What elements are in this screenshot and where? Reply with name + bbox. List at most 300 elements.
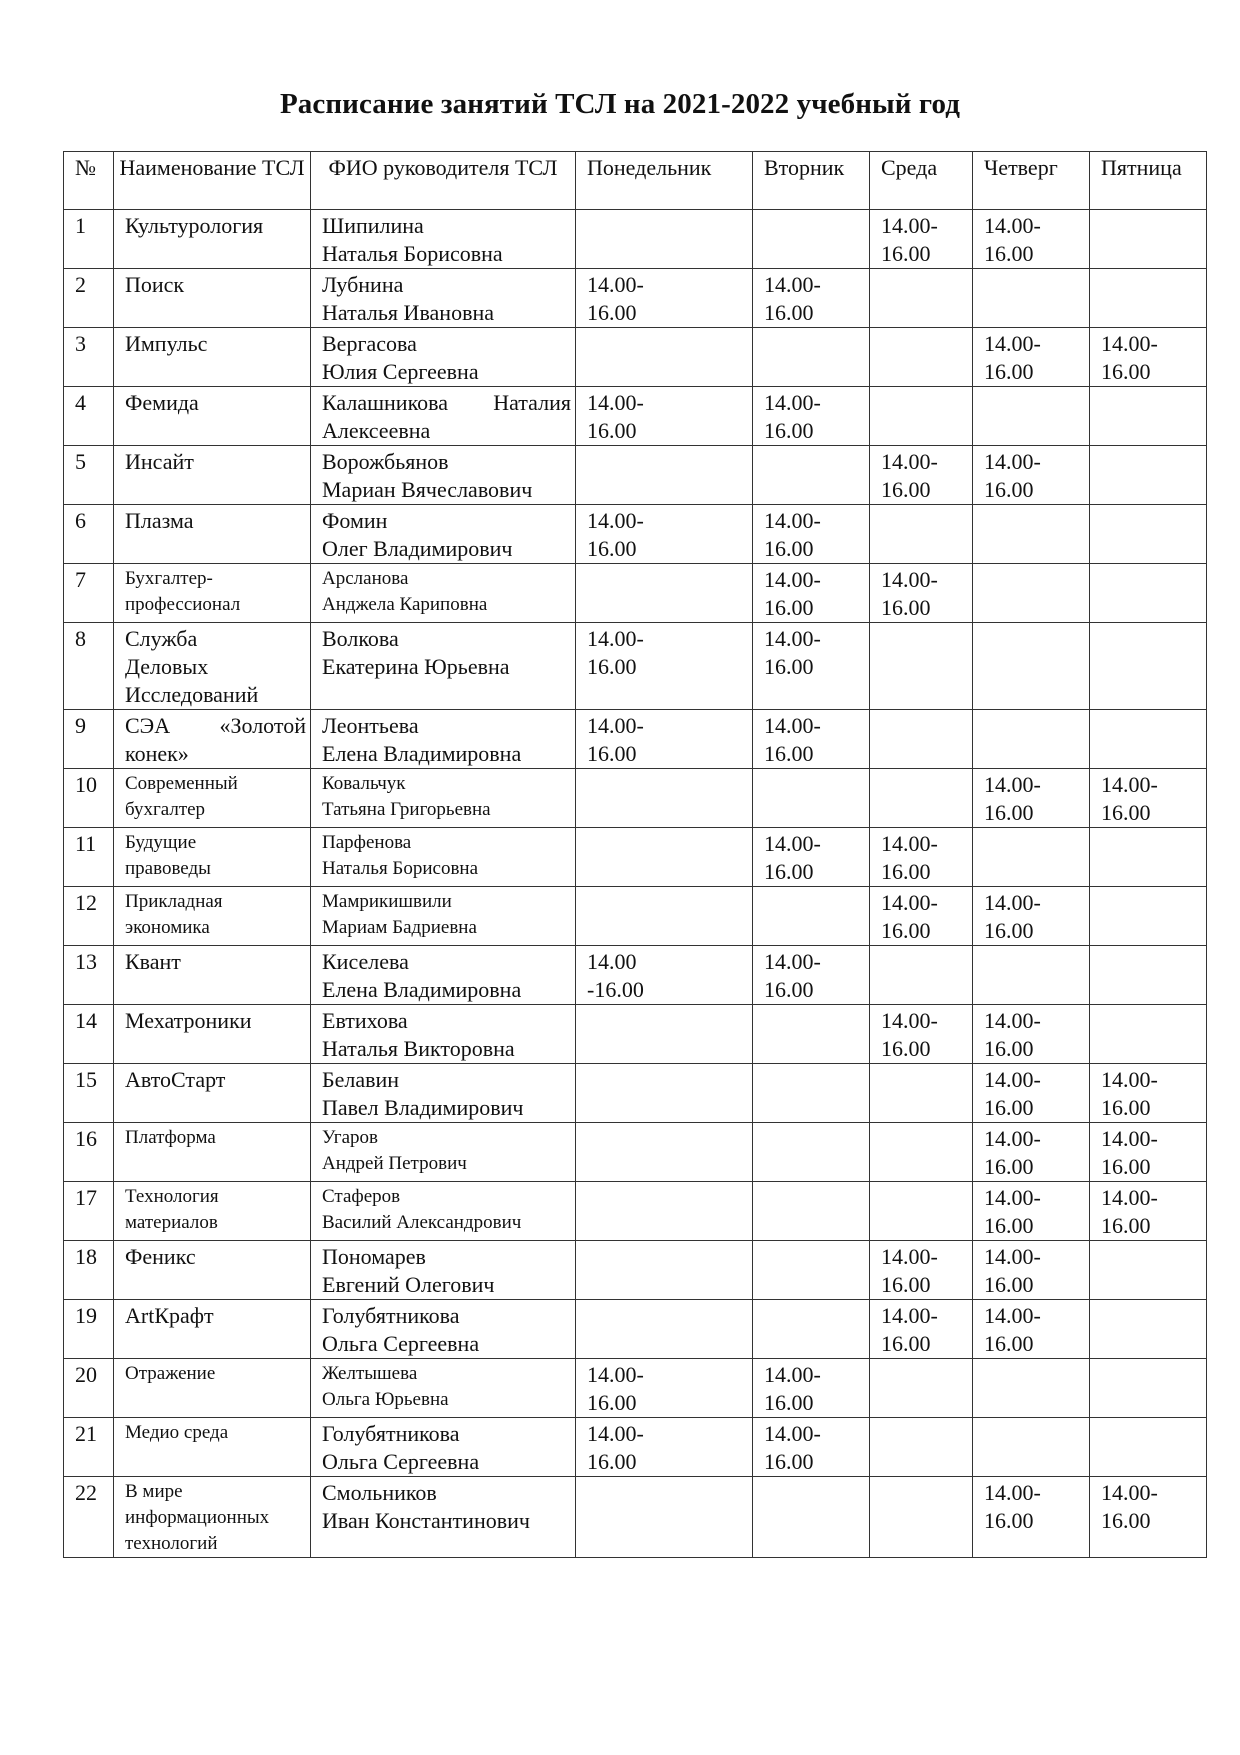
leader-name-cell xyxy=(311,564,576,623)
table-body xyxy=(64,210,1207,1558)
word: СЭА xyxy=(125,713,171,738)
time-cell-thu xyxy=(973,946,1090,1005)
leader-name-cell xyxy=(311,710,576,769)
leader-name-cell-line xyxy=(322,389,571,417)
row-number: 12 xyxy=(64,887,114,946)
group-name-cell-line: Мехатроники xyxy=(125,1008,252,1033)
table-row xyxy=(64,769,1207,828)
time-cell-tue-line: 14.00- xyxy=(764,272,821,297)
time-cell-thu-line: 14.00- xyxy=(984,1067,1041,1092)
time-cell-tue xyxy=(753,710,870,769)
time-cell-wed-line: 14.00- xyxy=(881,890,938,915)
time-cell-wed xyxy=(870,1241,973,1300)
table-row xyxy=(64,1182,1207,1241)
time-cell-tue-line: 16.00 xyxy=(764,536,814,561)
time-cell-thu xyxy=(973,623,1090,710)
time-cell-thu xyxy=(973,210,1090,269)
leader-name-cell-line: Ольга Сергеевна xyxy=(322,1331,480,1356)
time-cell-mon xyxy=(576,505,753,564)
leader-name-cell xyxy=(311,1123,576,1182)
leader-name-cell-line: Мариам Бадриевна xyxy=(322,917,477,938)
row-number: 17 xyxy=(64,1182,114,1241)
time-cell-thu-line: 16.00 xyxy=(984,359,1034,384)
group-name-cell xyxy=(114,1477,311,1558)
time-cell-tue-line: 14.00- xyxy=(764,626,821,651)
time-cell-mon-line: 14.00- xyxy=(587,713,644,738)
group-name-cell xyxy=(114,1241,311,1300)
header-wednesday: Среда xyxy=(870,152,973,210)
group-name-cell xyxy=(114,328,311,387)
group-name-cell xyxy=(114,1182,311,1241)
leader-name-cell-line: Олег Владимирович xyxy=(322,536,513,561)
time-cell-wed xyxy=(870,1005,973,1064)
leader-name-cell-line: Фомин xyxy=(322,508,388,533)
time-cell-mon xyxy=(576,623,753,710)
time-cell-tue-line: 14.00- xyxy=(764,1362,821,1387)
group-name-cell xyxy=(114,1300,311,1359)
time-cell-tue xyxy=(753,1005,870,1064)
group-name-cell xyxy=(114,887,311,946)
header-number: № xyxy=(64,152,114,210)
time-cell-tue xyxy=(753,446,870,505)
leader-name-cell-line: Смольников xyxy=(322,1480,437,1505)
leader-name-cell-line: Юлия Сергеевна xyxy=(322,359,479,384)
time-cell-thu xyxy=(973,1005,1090,1064)
leader-name-cell-line: Арсланова xyxy=(322,568,409,589)
time-cell-wed xyxy=(870,1477,973,1558)
time-cell-tue xyxy=(753,1359,870,1418)
time-cell-wed xyxy=(870,887,973,946)
time-cell-mon-line: 16.00 xyxy=(587,418,637,443)
time-cell-thu-line: 14.00- xyxy=(984,1303,1041,1328)
table-row xyxy=(64,1300,1207,1359)
row-number: 1 xyxy=(64,210,114,269)
leader-name-cell-line: Иван Константинович xyxy=(322,1508,530,1533)
time-cell-thu xyxy=(973,1477,1090,1558)
time-cell-wed-line: 16.00 xyxy=(881,477,931,502)
time-cell-thu-line: 14.00- xyxy=(984,1244,1041,1269)
table-header-row xyxy=(64,152,1207,210)
time-cell-fri-line: 16.00 xyxy=(1101,359,1151,384)
leader-name-cell-line: Белавин xyxy=(322,1067,400,1092)
group-name-cell-line: экономика xyxy=(125,917,210,938)
leader-name-cell-line: Пономарев xyxy=(322,1244,426,1269)
time-cell-mon-line: -16.00 xyxy=(587,977,644,1002)
leader-name-cell-line: Татьяна Григорьевна xyxy=(322,799,491,820)
time-cell-thu-line: 16.00 xyxy=(984,1272,1034,1297)
time-cell-mon xyxy=(576,446,753,505)
leader-name-cell-line: Павел Владимирович xyxy=(322,1095,524,1120)
word: Наталия xyxy=(493,390,571,415)
leader-name-cell xyxy=(311,328,576,387)
group-name-cell-line: Современный xyxy=(125,773,238,794)
header-friday: Пятница xyxy=(1090,152,1207,210)
time-cell-tue-line: 16.00 xyxy=(764,300,814,325)
time-cell-fri-line: 14.00- xyxy=(1101,772,1158,797)
time-cell-fri-line: 16.00 xyxy=(1101,1095,1151,1120)
time-cell-thu-line: 14.00- xyxy=(984,213,1041,238)
time-cell-fri-line: 14.00- xyxy=(1101,1185,1158,1210)
time-cell-tue-line: 16.00 xyxy=(764,741,814,766)
time-cell-thu-line: 14.00- xyxy=(984,772,1041,797)
row-number: 13 xyxy=(64,946,114,1005)
time-cell-tue xyxy=(753,1241,870,1300)
group-name-cell xyxy=(114,505,311,564)
group-name-cell-line: Исследований xyxy=(125,682,259,707)
group-name-cell-line: конек» xyxy=(125,741,189,766)
time-cell-mon xyxy=(576,887,753,946)
time-cell-thu-line: 14.00- xyxy=(984,1126,1041,1151)
time-cell-thu-line: 16.00 xyxy=(984,1213,1034,1238)
schedule-table xyxy=(63,151,1207,1558)
time-cell-mon-line: 16.00 xyxy=(587,1390,637,1415)
group-name-cell-line: профессионал xyxy=(125,594,241,615)
time-cell-thu-line: 16.00 xyxy=(984,1095,1034,1120)
group-name-cell xyxy=(114,1359,311,1418)
time-cell-wed xyxy=(870,505,973,564)
time-cell-fri xyxy=(1090,1123,1207,1182)
group-name-cell xyxy=(114,564,311,623)
time-cell-fri xyxy=(1090,1005,1207,1064)
time-cell-mon xyxy=(576,210,753,269)
time-cell-mon xyxy=(576,1300,753,1359)
time-cell-wed xyxy=(870,1123,973,1182)
time-cell-wed xyxy=(870,710,973,769)
time-cell-tue-line: 14.00- xyxy=(764,831,821,856)
header-monday: Понедельник xyxy=(576,152,753,210)
time-cell-tue xyxy=(753,887,870,946)
time-cell-fri xyxy=(1090,564,1207,623)
time-cell-fri-line: 16.00 xyxy=(1101,1508,1151,1533)
group-name-cell-line xyxy=(125,712,306,740)
time-cell-wed xyxy=(870,446,973,505)
group-name-cell xyxy=(114,1005,311,1064)
table-row xyxy=(64,564,1207,623)
time-cell-tue xyxy=(753,623,870,710)
time-cell-thu xyxy=(973,1064,1090,1123)
table-row xyxy=(64,1064,1207,1123)
group-name-cell xyxy=(114,1123,311,1182)
group-name-cell xyxy=(114,210,311,269)
time-cell-mon-line: 16.00 xyxy=(587,1449,637,1474)
row-number: 3 xyxy=(64,328,114,387)
leader-name-cell-line: Мамрикишвили xyxy=(322,891,452,912)
time-cell-thu-line: 16.00 xyxy=(984,1508,1034,1533)
group-name-cell-line: Поиск xyxy=(125,272,185,297)
leader-name-cell xyxy=(311,1359,576,1418)
leader-name-cell xyxy=(311,946,576,1005)
time-cell-fri xyxy=(1090,387,1207,446)
time-cell-tue xyxy=(753,769,870,828)
time-cell-wed xyxy=(870,946,973,1005)
time-cell-thu xyxy=(973,387,1090,446)
leader-name-cell-line: Василий Александрович xyxy=(322,1212,522,1233)
leader-name-cell-line: Вергасова xyxy=(322,331,417,356)
time-cell-wed-line: 16.00 xyxy=(881,1272,931,1297)
time-cell-thu-line: 16.00 xyxy=(984,477,1034,502)
group-name-cell-line: Медио среда xyxy=(125,1422,229,1443)
row-number: 9 xyxy=(64,710,114,769)
group-name-cell-line: бухгалтер xyxy=(125,799,206,820)
leader-name-cell-line: Елена Владимировна xyxy=(322,741,522,766)
time-cell-wed-line: 16.00 xyxy=(881,1331,931,1356)
leader-name-cell-line: Екатерина Юрьевна xyxy=(322,654,510,679)
leader-name-cell-line: Голубятникова xyxy=(322,1303,460,1328)
time-cell-thu-line: 16.00 xyxy=(984,241,1034,266)
leader-name-cell-line: Наталья Викторовна xyxy=(322,1036,515,1061)
row-number: 16 xyxy=(64,1123,114,1182)
group-name-cell-line: Инсайт xyxy=(125,449,194,474)
row-number: 5 xyxy=(64,446,114,505)
time-cell-tue xyxy=(753,1064,870,1123)
time-cell-tue-line: 14.00- xyxy=(764,1421,821,1446)
table-row xyxy=(64,710,1207,769)
time-cell-wed xyxy=(870,623,973,710)
time-cell-tue-line: 16.00 xyxy=(764,654,814,679)
group-name-cell-line: Культурология xyxy=(125,213,264,238)
table-row xyxy=(64,623,1207,710)
header-tuesday: Вторник xyxy=(753,152,870,210)
leader-name-cell xyxy=(311,1064,576,1123)
time-cell-wed xyxy=(870,1418,973,1477)
table-row xyxy=(64,887,1207,946)
time-cell-wed xyxy=(870,1182,973,1241)
row-number: 6 xyxy=(64,505,114,564)
row-number: 22 xyxy=(64,1477,114,1558)
leader-name-cell-line: Наталья Борисовна xyxy=(322,858,479,879)
page-title: Расписание занятий ТСЛ на 2021-2022 учебный год xyxy=(279,88,961,120)
time-cell-tue-line: 14.00- xyxy=(764,713,821,738)
leader-name-cell-line: Алексеевна xyxy=(322,418,431,443)
table-row xyxy=(64,328,1207,387)
time-cell-tue-line: 16.00 xyxy=(764,977,814,1002)
table-row xyxy=(64,1418,1207,1477)
time-cell-fri-line: 16.00 xyxy=(1101,800,1151,825)
group-name-cell-line: Бухгалтер- xyxy=(125,568,213,589)
time-cell-mon xyxy=(576,269,753,328)
time-cell-thu xyxy=(973,1418,1090,1477)
group-name-cell xyxy=(114,1064,311,1123)
time-cell-thu xyxy=(973,446,1090,505)
time-cell-mon-line: 14.00 xyxy=(587,949,637,974)
time-cell-mon-line: 14.00- xyxy=(587,272,644,297)
leader-name-cell xyxy=(311,505,576,564)
time-cell-thu xyxy=(973,1300,1090,1359)
time-cell-tue xyxy=(753,564,870,623)
group-name-cell-line: информационных xyxy=(125,1507,270,1528)
time-cell-tue-line: 16.00 xyxy=(764,859,814,884)
time-cell-wed-line: 14.00- xyxy=(881,831,938,856)
row-number: 20 xyxy=(64,1359,114,1418)
time-cell-tue xyxy=(753,505,870,564)
time-cell-wed xyxy=(870,564,973,623)
time-cell-fri xyxy=(1090,1064,1207,1123)
table-row xyxy=(64,1241,1207,1300)
leader-name-cell xyxy=(311,1005,576,1064)
group-name-cell-line: материалов xyxy=(125,1212,218,1233)
time-cell-fri xyxy=(1090,1182,1207,1241)
time-cell-mon xyxy=(576,769,753,828)
time-cell-mon xyxy=(576,828,753,887)
time-cell-fri xyxy=(1090,1477,1207,1558)
time-cell-fri xyxy=(1090,1359,1207,1418)
time-cell-mon-line: 14.00- xyxy=(587,626,644,651)
time-cell-mon-line: 14.00- xyxy=(587,508,644,533)
time-cell-mon-line: 16.00 xyxy=(587,300,637,325)
leader-name-cell-line: Анджела Кариповна xyxy=(322,594,488,615)
time-cell-thu xyxy=(973,505,1090,564)
time-cell-thu-line: 16.00 xyxy=(984,1154,1034,1179)
time-cell-wed xyxy=(870,1359,973,1418)
time-cell-tue-line: 16.00 xyxy=(764,418,814,443)
time-cell-wed xyxy=(870,1300,973,1359)
time-cell-fri-line: 16.00 xyxy=(1101,1154,1151,1179)
time-cell-thu xyxy=(973,828,1090,887)
row-number: 19 xyxy=(64,1300,114,1359)
leader-name-cell-line: Елена Владимировна xyxy=(322,977,522,1002)
time-cell-fri xyxy=(1090,1300,1207,1359)
time-cell-wed-line: 14.00- xyxy=(881,1244,938,1269)
leader-name-cell-line: Парфенова xyxy=(322,832,412,853)
group-name-cell-line: Феникс xyxy=(125,1244,196,1269)
leader-name-cell-line: Ольга Юрьевна xyxy=(322,1389,449,1410)
time-cell-thu-line: 16.00 xyxy=(984,1036,1034,1061)
leader-name-cell-line: Угаров xyxy=(322,1127,378,1148)
time-cell-fri-line: 14.00- xyxy=(1101,1067,1158,1092)
table-row xyxy=(64,1359,1207,1418)
time-cell-mon xyxy=(576,1359,753,1418)
group-name-cell xyxy=(114,1418,311,1477)
time-cell-mon xyxy=(576,1182,753,1241)
time-cell-fri xyxy=(1090,269,1207,328)
time-cell-fri-line: 14.00- xyxy=(1101,1480,1158,1505)
leader-name-cell xyxy=(311,887,576,946)
header-thursday: Четверг xyxy=(973,152,1090,210)
leader-name-cell xyxy=(311,1300,576,1359)
leader-name-cell-line: Ворожбьянов xyxy=(322,449,449,474)
time-cell-tue xyxy=(753,328,870,387)
time-cell-fri xyxy=(1090,446,1207,505)
time-cell-wed xyxy=(870,828,973,887)
row-number: 11 xyxy=(64,828,114,887)
time-cell-tue-line: 16.00 xyxy=(764,1449,814,1474)
row-number: 8 xyxy=(64,623,114,710)
row-number: 14 xyxy=(64,1005,114,1064)
time-cell-wed-line: 16.00 xyxy=(881,1036,931,1061)
leader-name-cell-line: Шипилина xyxy=(322,213,424,238)
time-cell-thu-line: 14.00- xyxy=(984,890,1041,915)
time-cell-wed-line: 16.00 xyxy=(881,859,931,884)
time-cell-tue xyxy=(753,1418,870,1477)
leader-name-cell-line: Стаферов xyxy=(322,1186,401,1207)
group-name-cell-line: правоведы xyxy=(125,858,211,879)
group-name-cell-line: Фемида xyxy=(125,390,199,415)
time-cell-tue-line: 14.00- xyxy=(764,508,821,533)
time-cell-mon xyxy=(576,710,753,769)
time-cell-fri xyxy=(1090,210,1207,269)
group-name-cell xyxy=(114,269,311,328)
row-number: 18 xyxy=(64,1241,114,1300)
time-cell-mon xyxy=(576,1241,753,1300)
time-cell-wed-line: 14.00- xyxy=(881,449,938,474)
time-cell-mon xyxy=(576,946,753,1005)
leader-name-cell xyxy=(311,446,576,505)
time-cell-wed xyxy=(870,387,973,446)
header-leader: ФИО руководителя ТСЛ xyxy=(311,152,576,210)
leader-name-cell-line: Мариан Вячеславович xyxy=(322,477,533,502)
group-name-cell-line: Импульс xyxy=(125,331,208,356)
time-cell-tue xyxy=(753,1182,870,1241)
row-number: 7 xyxy=(64,564,114,623)
group-name-cell-line: Квант xyxy=(125,949,181,974)
leader-name-cell xyxy=(311,1241,576,1300)
time-cell-wed-line: 14.00- xyxy=(881,1303,938,1328)
group-name-cell xyxy=(114,387,311,446)
table-row xyxy=(64,210,1207,269)
time-cell-mon xyxy=(576,1418,753,1477)
time-cell-tue-line: 16.00 xyxy=(764,595,814,620)
group-name-cell xyxy=(114,769,311,828)
leader-name-cell-line: Ольга Сергеевна xyxy=(322,1449,480,1474)
leader-name-cell-line: Наталья Борисовна xyxy=(322,241,503,266)
row-number: 10 xyxy=(64,769,114,828)
time-cell-thu xyxy=(973,1241,1090,1300)
time-cell-thu-line: 14.00- xyxy=(984,449,1041,474)
table-row xyxy=(64,1005,1207,1064)
time-cell-mon-line: 14.00- xyxy=(587,1362,644,1387)
group-name-cell-line: Будущие xyxy=(125,832,197,853)
time-cell-tue-line: 16.00 xyxy=(764,1390,814,1415)
time-cell-mon xyxy=(576,328,753,387)
leader-name-cell xyxy=(311,1477,576,1558)
time-cell-mon xyxy=(576,1123,753,1182)
time-cell-thu-line: 16.00 xyxy=(984,1331,1034,1356)
time-cell-wed-line: 16.00 xyxy=(881,241,931,266)
time-cell-tue xyxy=(753,269,870,328)
time-cell-fri xyxy=(1090,887,1207,946)
leader-name-cell-line: Голубятникова xyxy=(322,1421,460,1446)
leader-name-cell xyxy=(311,1418,576,1477)
table-row xyxy=(64,946,1207,1005)
time-cell-tue xyxy=(753,1477,870,1558)
time-cell-mon-line: 14.00- xyxy=(587,390,644,415)
time-cell-thu xyxy=(973,769,1090,828)
time-cell-wed-line: 14.00- xyxy=(881,567,938,592)
time-cell-fri xyxy=(1090,505,1207,564)
word: «Золотой xyxy=(219,713,306,738)
time-cell-tue-line: 14.00- xyxy=(764,949,821,974)
word: Калашникова xyxy=(322,390,449,415)
row-number: 15 xyxy=(64,1064,114,1123)
time-cell-fri xyxy=(1090,946,1207,1005)
group-name-cell-line: технологий xyxy=(125,1533,218,1554)
time-cell-thu-line: 16.00 xyxy=(984,800,1034,825)
group-name-cell-line: В мире xyxy=(125,1481,183,1502)
time-cell-thu xyxy=(973,1359,1090,1418)
leader-name-cell-line: Желтышева xyxy=(322,1363,418,1384)
table-row xyxy=(64,446,1207,505)
leader-name-cell-line: Волкова xyxy=(322,626,399,651)
time-cell-tue xyxy=(753,946,870,1005)
row-number: 21 xyxy=(64,1418,114,1477)
table-row xyxy=(64,828,1207,887)
time-cell-mon-line: 14.00- xyxy=(587,1421,644,1446)
time-cell-tue xyxy=(753,1123,870,1182)
time-cell-fri-line: 14.00- xyxy=(1101,331,1158,356)
table-row xyxy=(64,269,1207,328)
time-cell-fri xyxy=(1090,1241,1207,1300)
time-cell-mon xyxy=(576,1005,753,1064)
